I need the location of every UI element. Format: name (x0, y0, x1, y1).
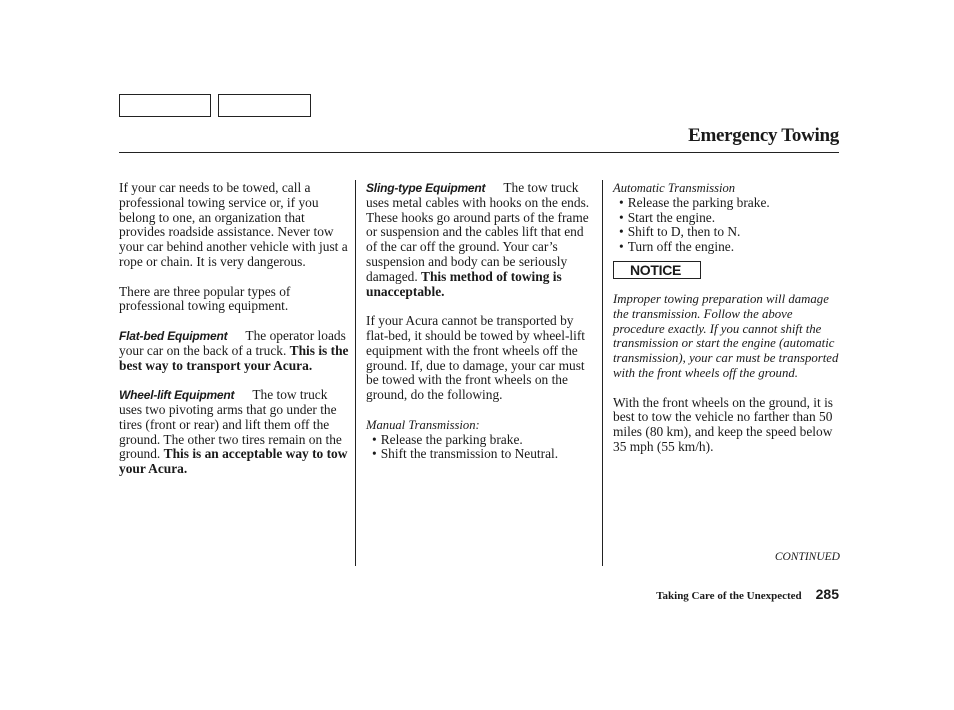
column-3 (613, 181, 841, 470)
list-item: • Start the engine. (619, 209, 716, 225)
bullet-icon: • (619, 239, 624, 255)
wheellift-heading: Wheel-lift Equipment (119, 388, 235, 403)
sling-emphasis: This method of towing is unacceptable. (366, 268, 562, 299)
list-item: • Shift to D, then to N. (619, 224, 741, 240)
nav-tab-box-1[interactable] (119, 94, 211, 117)
wheellift-text: The tow truck uses two pivoting arms that go under the tires (front or rear) and lift them off the ground. The other two tires remain on the ground. (119, 387, 342, 462)
flatbed-text: The operator loads your car on the back of a truck. (119, 327, 346, 358)
column-divider-1 (355, 180, 356, 566)
bullet-icon: • (619, 224, 624, 240)
wheellift-paragraph (119, 388, 351, 477)
section-name: Taking Care of the Unexpected (656, 590, 802, 602)
manual-transmission-heading: Manual Transmission: (366, 417, 480, 432)
wheellift-emphasis: This is an acceptable way to tow your Acura. (119, 446, 348, 477)
sling-text: The tow truck uses metal cables with hooks on the ends. These hooks go around parts of the frame or suspension and the cables lift that end of the car off the ground. Your car’s suspension and body can be seriously damaged. (366, 180, 590, 284)
bullet-icon: • (619, 209, 624, 225)
nav-tab-box-2[interactable] (218, 94, 311, 117)
notice-text: Improper towing preparation will damage the transmission. Follow the above procedure exactly. If you cannot shift the transmission or start the engine (automatic transmission), your car must be transported with the front wheels off the ground. (613, 291, 839, 380)
bullet-icon: • (619, 194, 624, 210)
bullet-icon: • (372, 446, 377, 462)
intro-paragraph: If your car needs to be towed, call a professional towing service or, if you belong to one, an organization that provides roadside assistance. Never tow your car behind another vehicle with just a rope or chain. It is very dangerous. (119, 180, 348, 269)
manual-steps-list (366, 433, 596, 463)
column-divider-2 (602, 180, 603, 566)
page-title: Emergency Towing (688, 125, 839, 146)
equipment-types-paragraph: There are three popular types of professional towing equipment. (119, 283, 291, 314)
page-number: 285 (815, 586, 839, 602)
flatbed-paragraph (119, 329, 351, 373)
list-item: • Release the parking brake. (372, 431, 523, 447)
notice-badge: NOTICE (613, 261, 701, 279)
bullet-icon: • (372, 431, 377, 447)
title-rule (119, 152, 839, 153)
acura-transport-paragraph: If your Acura cannot be transported by flat-bed, it should be towed by wheel-lift equipment with the front wheels off the ground. If, due to damage, your car must be towed with the front wheels on the ground, do the following. (366, 313, 586, 403)
list-item: • Turn off the engine. (619, 239, 735, 255)
tow-distance-paragraph: With the front wheels on the ground, it is best to tow the vehicle no farther than 50 miles (80 km), and keep the speed below 35 mph (55 km/h). (613, 394, 833, 454)
page-footer (656, 586, 839, 604)
automatic-steps-list (613, 196, 841, 255)
sling-heading: Sling-type Equipment (366, 181, 486, 195)
sling-paragraph (366, 181, 596, 299)
list-item: • Release the parking brake. (619, 194, 770, 210)
column-1 (119, 181, 351, 492)
continued-label: CONTINUED (774, 551, 840, 563)
flatbed-heading: Flat-bed Equipment (119, 328, 228, 343)
automatic-transmission-heading: Automatic Transmission (613, 181, 736, 195)
column-2 (366, 181, 596, 477)
flatbed-emphasis: This is the best way to transport your Acura. (119, 342, 349, 373)
list-item: • Shift the transmission to Neutral. (372, 446, 559, 462)
